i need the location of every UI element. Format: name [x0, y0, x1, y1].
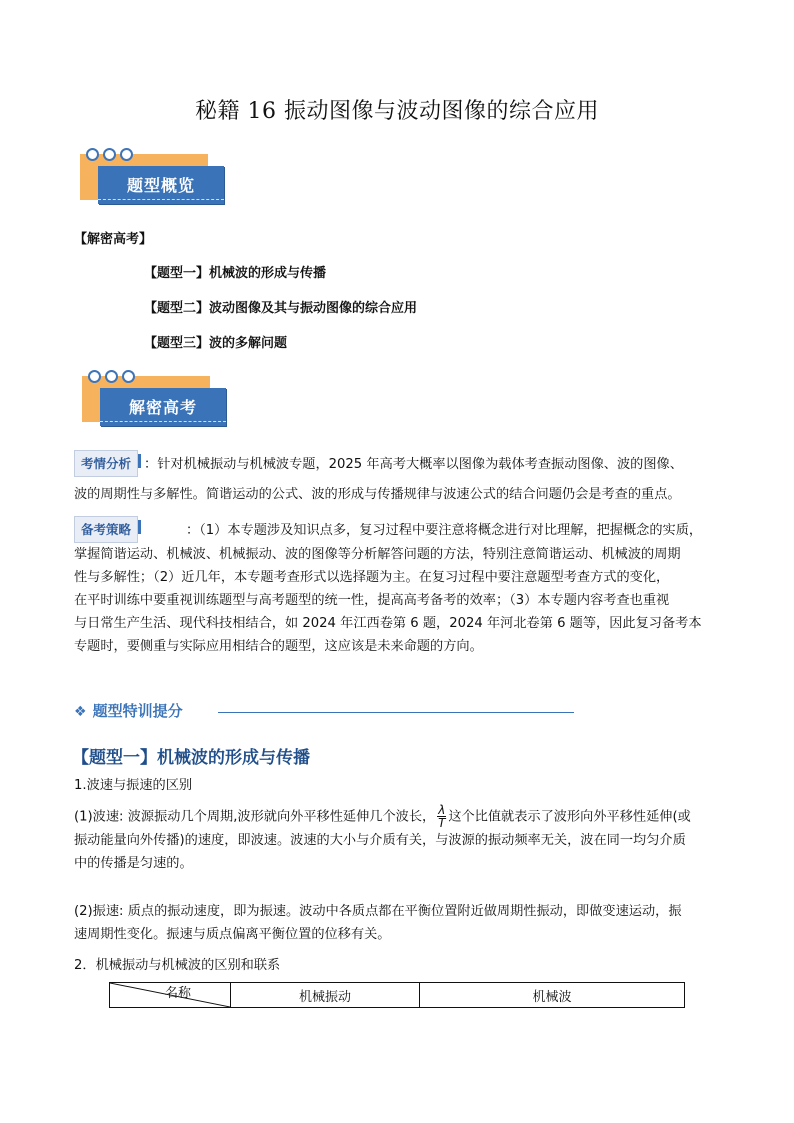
type1-title: 【题型一】机械波的形成与传播 — [72, 748, 310, 768]
strategy-line-4: 在平时训练中要重视训练题型与高考题型的统一性，提高高考备考的效率；（3）本专题内容考查也重视 — [74, 593, 670, 608]
type1-sub2: 2．机械振动与机械波的区别和联系 — [74, 958, 281, 973]
type1-sub1: 1.波速与振速的区别 — [74, 778, 193, 793]
diamond-icon: ❖ — [74, 704, 87, 720]
section-divider — [218, 712, 574, 713]
type1-para1 — [74, 804, 774, 875]
type1-p2-line2: 速周期性变化。振速与质点偏离平衡位置的位移有关。 — [74, 927, 391, 942]
section-title: 题型特训提分 — [92, 702, 183, 720]
banner-front — [100, 388, 226, 426]
strategy-line-5: 与日常生产生活、现代科技相结合，如 2024 年江西卷第 6 题，2024 年河北卷第 6 题等，因此复习备考本 — [74, 616, 702, 631]
type1-p1-line2: 振动能量向外传播)的速度，即波速。波速的大小与介质有关，与波源的振动频率无关，波在同一均匀介质 — [74, 833, 686, 848]
exam-banner — [80, 368, 230, 434]
type1-p1-b: 这个比值就表示了波形向外平移性延伸(或 — [448, 809, 691, 825]
strategy-line-2: 掌握简谐运动、机械波、机械振动、波的图像等分析解答问题的方法，特别注意简谐运动、机械波的周期 — [74, 547, 681, 562]
analysis-tag: 考情分析 — [74, 450, 138, 477]
banner-label: 解密高考 — [128, 398, 197, 417]
table-header-wave: 机械波 — [420, 983, 685, 1008]
type1-p1-a: (1)波速: 波源振动几个周期,波形就向外平移性延伸几个波长， — [74, 809, 436, 825]
table-header-name: 名称 — [110, 983, 231, 1008]
type1-para2 — [74, 900, 774, 946]
strategy-line-3: 性与多解性；（2）近几年，本专题考查形式以选择题为主。在复习过程中要注意题型考查方式的变化， — [74, 570, 670, 585]
overview-item-1: 【题型一】机械波的形成与传播 — [144, 266, 327, 281]
type1-p2-line1: (2)振速: 质点的振动速度，即为振速。波动中各质点都在平衡位置附近做周期性振动，即做变速运动，振 — [74, 904, 682, 919]
banner-label: 题型概览 — [126, 176, 195, 195]
analysis-block — [74, 450, 764, 506]
comparison-table — [109, 982, 685, 1008]
table-header-row — [110, 983, 685, 1008]
lambda-over-t-fraction: $\frac{\lambda}{T}$ — [438, 803, 446, 830]
analysis-line-1: ：针对机械振动与机械波专题，2025 年高考大概率以图像为载体考查振动图像、波的图像、 — [144, 457, 683, 472]
overview-item-3: 【题型三】波的多解问题 — [144, 336, 288, 351]
page-title: 秘籍 16 振动图像与波动图像的综合应用 — [195, 99, 599, 124]
overview-heading: 【解密高考】 — [74, 232, 153, 247]
strategy-block — [74, 516, 764, 658]
table-header-vibration: 机械振动 — [231, 983, 420, 1008]
analysis-line-2: 波的周期性与多解性。简谐运动的公式、波的形成与传播规律与波速公式的结合问题仍会是考查的重点。 — [74, 487, 681, 502]
binder-rings-icon — [86, 146, 137, 165]
strategy-line-1: ：（1）本专题涉及知识点多，复习过程中要注意将概念进行对比理解，把握概念的实质， — [186, 523, 703, 538]
strategy-line-6: 专题时，要侧重与实际应用相结合的题型，这应该是未来命题的方向。 — [74, 639, 483, 654]
binder-rings-icon — [88, 368, 139, 387]
banner-front — [98, 166, 224, 204]
type1-p1-line3: 中的传播是匀速的。 — [74, 856, 193, 871]
strategy-tag: 备考策略 — [74, 516, 138, 543]
overview-item-2: 【题型二】波动图像及其与振动图像的综合应用 — [144, 301, 418, 316]
section-header — [74, 700, 183, 721]
overview-banner — [78, 146, 228, 212]
